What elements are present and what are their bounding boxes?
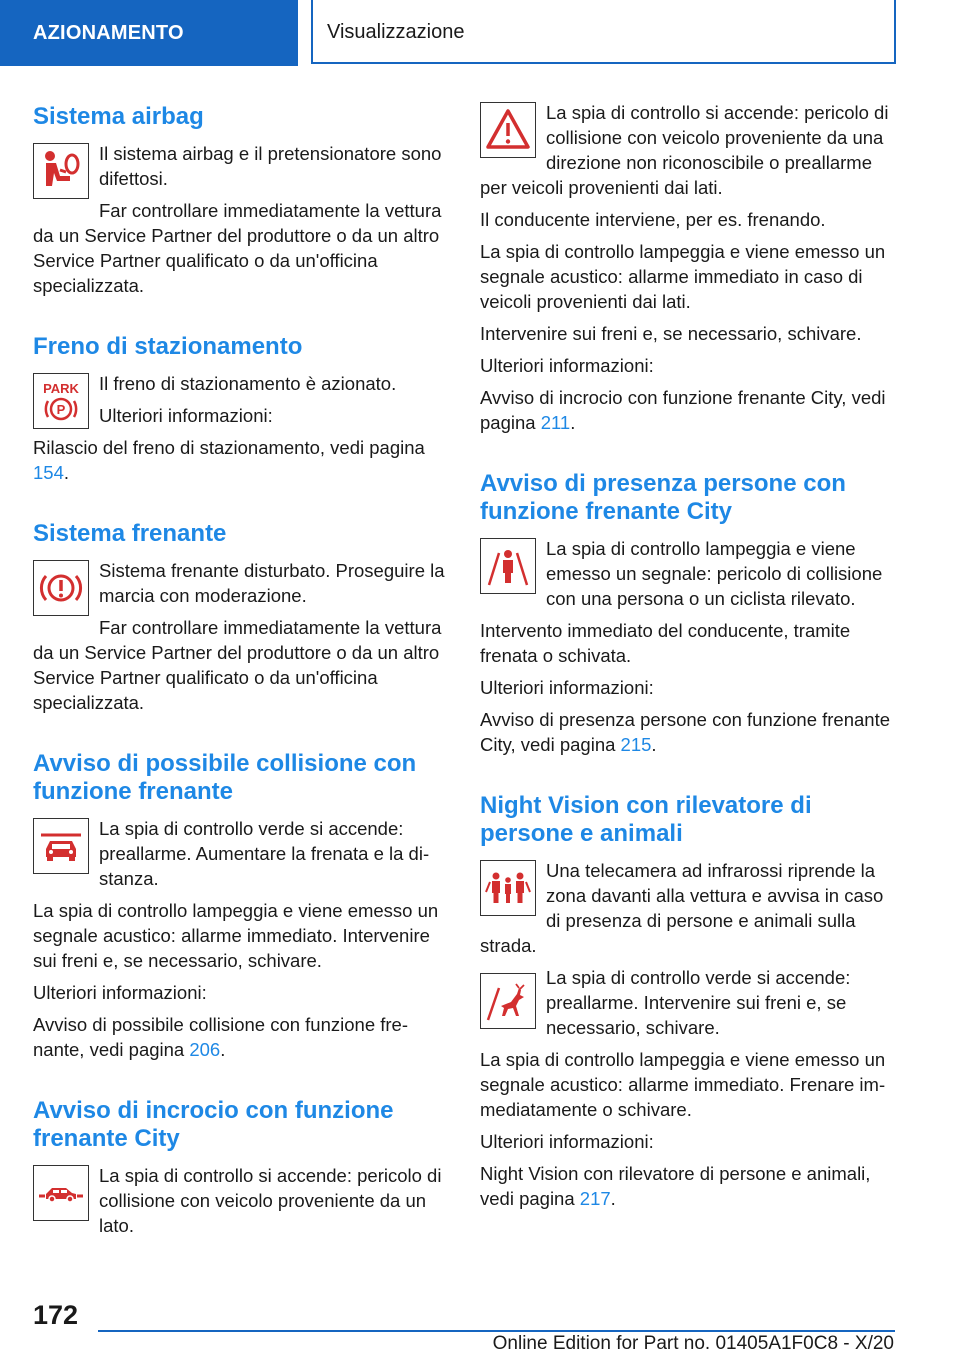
- section-title: Sistema frenante: [33, 520, 227, 547]
- paragraph: Il sistema airbag e il pretensionatore sono difettosi.: [99, 143, 442, 189]
- section-night-vision: [480, 792, 898, 1218]
- page-link[interactable]: 211: [540, 412, 571, 433]
- paragraph: Ulteriori informazioni:: [33, 982, 207, 1003]
- svg-text:PARK: PARK: [43, 381, 79, 396]
- paragraph: Ulteriori informazioni:: [99, 405, 273, 426]
- paragraph: La spia di controllo lampeggia e viene emesso un segnale acustico: allarme immediato. Intervenire sui freni e, se necessario, schivare.: [33, 900, 439, 971]
- paragraph: Far controllare immediatamente la vettura da un Service Partner del produttore o da un altro Service Partner qualificato o da un'officina specializzata.: [33, 200, 442, 296]
- footer-edition: Online Edition for Part no. 01405A1F0C8 - X/20: [492, 1333, 894, 1354]
- paragraph: Ulteriori informazioni:: [480, 355, 654, 376]
- cross-traffic-car-icon: [33, 1165, 89, 1221]
- right-column: [480, 100, 898, 1246]
- paragraph: La spia di controllo verde si accende: preallarme. Intervenire sui freni e, se necessario, schivare.: [546, 967, 851, 1038]
- paragraph: La spia di controllo lampeggia e viene emesso un segnale: pericolo di collisione con una persona o un ciclista rilevato.: [546, 538, 883, 609]
- paragraph: Ulteriori informazioni:: [480, 1131, 654, 1152]
- page-header: [0, 0, 960, 66]
- animal-icon: [480, 973, 536, 1029]
- paragraph: Il conducente interviene, per es. frenando.: [480, 209, 826, 230]
- page-link[interactable]: 206: [189, 1039, 221, 1060]
- park-brake-icon: [33, 373, 89, 429]
- collision-warning-icon: [33, 818, 89, 874]
- page-link[interactable]: 217: [579, 1188, 611, 1209]
- section-title: Night Vision con rilevatore di persone e animali: [480, 792, 812, 847]
- warning-triangle-icon: [480, 102, 536, 158]
- left-column: [33, 100, 448, 1273]
- page-link[interactable]: 154: [33, 462, 64, 483]
- section-title: Avviso di presenza persone con funzione frenante City: [480, 470, 846, 525]
- paragraph: Sistema frenante disturbato. Proseguire la marcia con moderazione.: [99, 560, 445, 606]
- persons-icon: [480, 860, 536, 916]
- paragraph: Far controllare immediatamente la vettura da un Service Partner del produttore o da un altro Service Partner qualificato o da un'officina specializzata.: [33, 617, 442, 713]
- reference-paragraph: Avviso di presenza persone con funzione frenante City, vedi pagina 215.: [480, 709, 891, 755]
- svg-text:P: P: [56, 402, 66, 417]
- section-collision-warning: [33, 750, 448, 1069]
- section-brake-system: [33, 520, 448, 722]
- paragraph: Ulteriori informazioni:: [480, 677, 654, 698]
- section-pedestrian-warning: [480, 470, 898, 764]
- section-airbag: [33, 103, 448, 305]
- section-cross-traffic-cont: [480, 100, 898, 442]
- chapter-tab[interactable]: Visualizzazione: [311, 0, 896, 64]
- paragraph: Intervento immediato del conducente, tramite frenata o schivata.: [480, 620, 851, 666]
- reference-text: Rilascio del freno di stazionamento, vedi pagina: [33, 437, 425, 458]
- paragraph: Intervenire sui freni e, se necessario, schivare.: [480, 323, 862, 344]
- reference-text: Avviso di incrocio con funzione frenante City, vedi pagina: [480, 387, 886, 433]
- section-tab[interactable]: AZIONAMENTO: [0, 0, 298, 66]
- reference-text: Avviso di presenza persone con funzione frenante City, vedi pagina: [480, 709, 891, 755]
- paragraph: La spia di controllo lampeggia e viene emesso un segnale acustico: allarme immediato in caso di veicoli provenienti dai lati.: [480, 241, 886, 312]
- page-number: 172: [33, 1300, 79, 1330]
- section-cross-traffic: [33, 1097, 448, 1245]
- paragraph: La spia di controllo si accende: pericolo di collisione con veicolo proveniente da una direzione non riconoscibile o preallarme per veicoli provenienti dai lati.: [480, 102, 889, 198]
- paragraph: La spia di controllo si accende: pericolo di collisione con veicolo proveniente da un lato.: [99, 1165, 442, 1236]
- reference-paragraph: Avviso di incrocio con funzione frenante City, vedi pagina 211.: [480, 387, 886, 433]
- paragraph: Una telecamera ad infrarossi riprende la zona davanti alla vettura e avvisa in caso di presenza di persone e animali sulla strada.: [480, 860, 884, 956]
- section-title: Avviso di possibile collisione con funzione frenante: [33, 750, 417, 805]
- footer-divider: [98, 1330, 895, 1332]
- paragraph: Il freno di stazionamento è azionato.: [99, 373, 397, 394]
- section-title: Avviso di incrocio con funzione frenante City: [33, 1097, 394, 1152]
- pedestrian-warning-icon: [480, 538, 536, 594]
- reference-paragraph: Avviso di possibile collisione con funzione frenante, vedi pagina 206.: [33, 1014, 409, 1060]
- reference-text: Night Vision con rilevatore di persone e animali, vedi pagina: [480, 1163, 871, 1209]
- page-link[interactable]: 215: [620, 734, 652, 755]
- section-title: Sistema airbag: [33, 103, 204, 130]
- reference-paragraph: Night Vision con rilevatore di persone e animali, vedi pagina 217.: [480, 1163, 871, 1209]
- section-park-brake: [33, 333, 448, 492]
- section-title: Freno di stazionamento: [33, 333, 303, 360]
- airbag-warning-icon: [33, 143, 89, 199]
- paragraph: La spia di controllo lampeggia e viene emesso un segnale acustico: allarme immediato. Frenare immediatamente o schivare.: [480, 1049, 886, 1120]
- paragraph: La spia di controllo verde si accende: preallarme. Aumentare la frenata e la distanza.: [99, 818, 430, 889]
- reference-paragraph: Rilascio del freno di stazionamento, vedi pagina 154.: [33, 437, 425, 483]
- reference-text: Avviso di possibile collisione con funzione frenante, vedi pagina: [33, 1014, 409, 1060]
- brake-warning-icon: [33, 560, 89, 616]
